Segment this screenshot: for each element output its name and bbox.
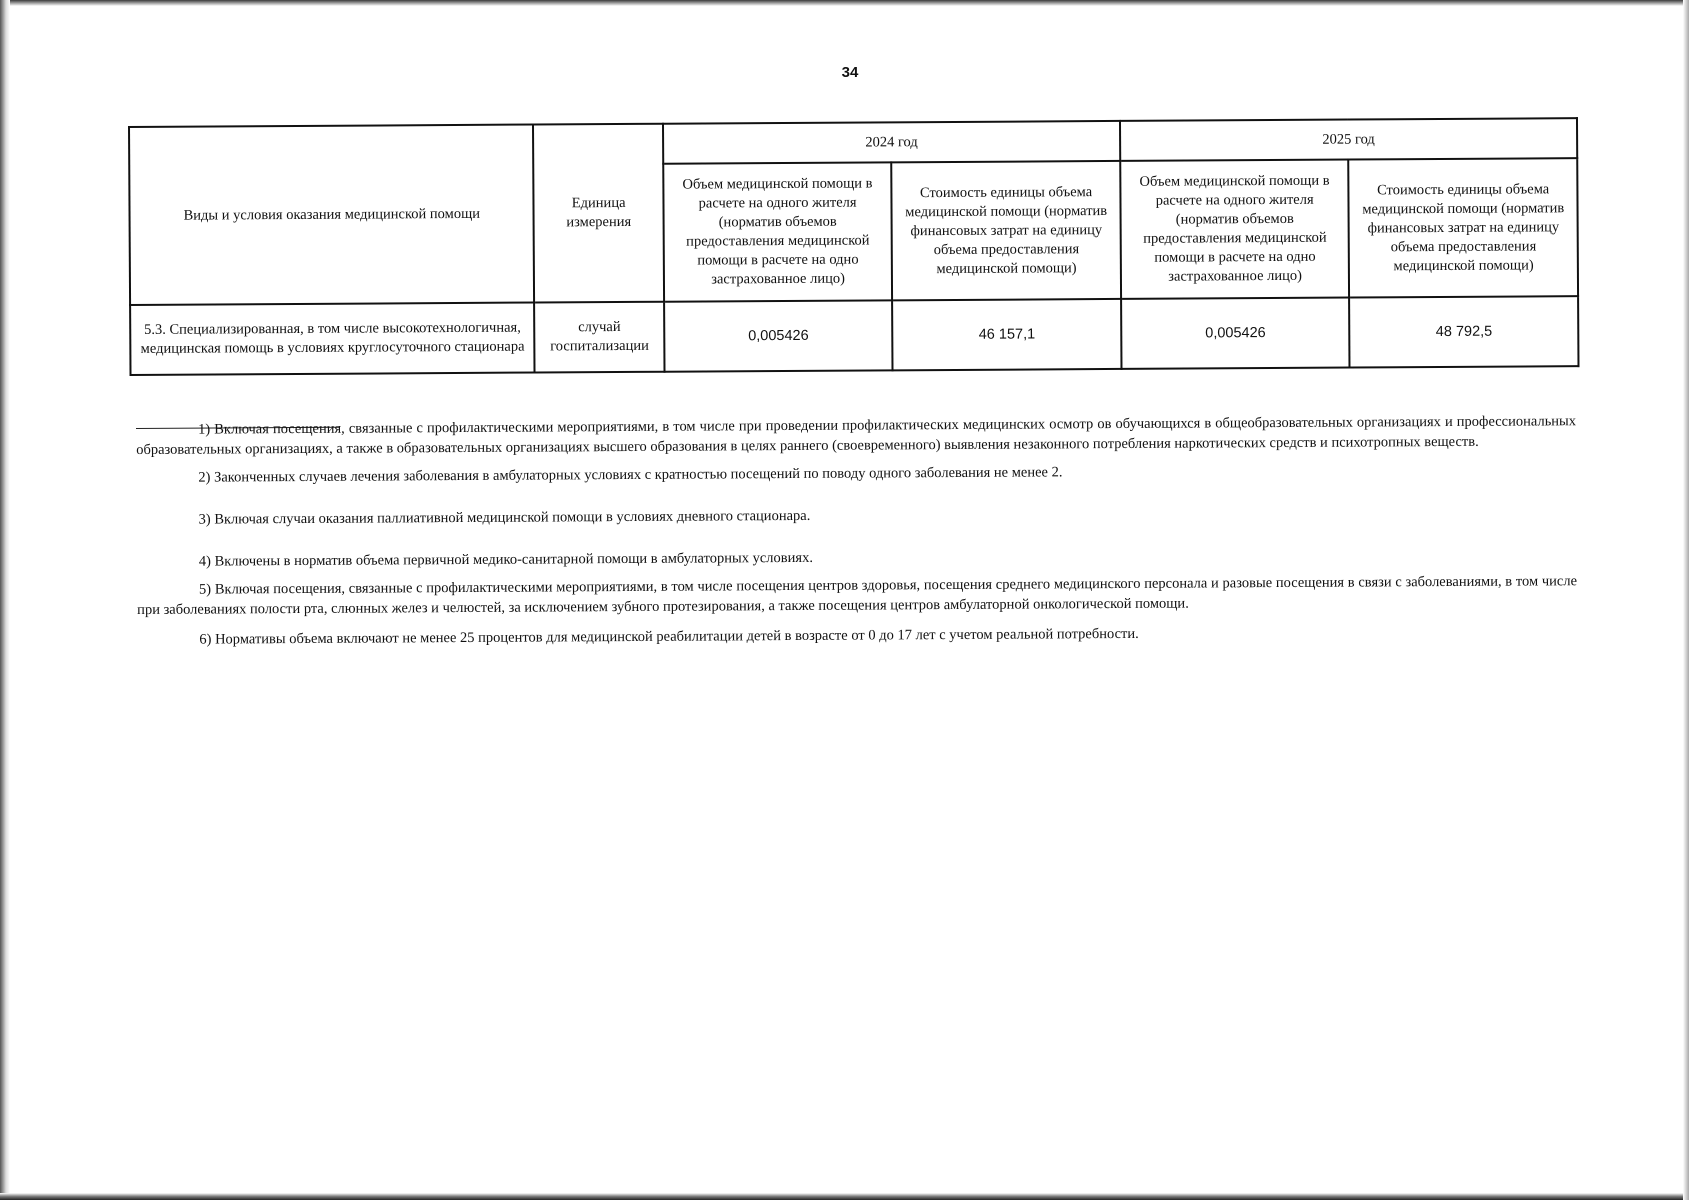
footnote-2: 2) Законченных случаев лечения заболевания в амбулаторных условиях с кратностью посещений по поводу одного заболевания не менее 2. (198, 464, 1063, 486)
scan-edge-left (0, 0, 10, 1200)
header-2025-cost: Стоимость единицы объема медицинской помощи (норматив финансовых затрат на единицу объема предоставления медицинской помощи) (1349, 158, 1578, 297)
header-unit: Единица измерения (533, 124, 664, 303)
footnote-3: 3) Включая случаи оказания паллиативной медицинской помощи в условиях дневного стационара. (198, 507, 811, 528)
footnotes (136, 411, 1577, 650)
scan-edge-bottom (0, 1193, 1689, 1200)
header-2024-cost: Стоимость единицы объема медицинской помощи (норматив финансовых затрат на единицу объема предоставления медицинской помощи) (892, 161, 1121, 300)
table-row (130, 296, 1578, 375)
footnote-4: 4) Включены в норматив объема первичной медико-санитарной помощи в амбулаторных условиях. (198, 549, 813, 570)
row-2024-cost-cell: 46 157,1 (892, 299, 1121, 370)
medical-care-norms-table (128, 117, 1580, 376)
header-kind: Виды и условия оказания медицинской помощи (129, 125, 535, 305)
row-2025-cost-cell: 48 792,5 (1350, 296, 1579, 367)
header-2025-volume: Объем медицинской помощи в расчете на одного жителя (норматив объемов предоставления медицинской помощи в расчете на одно застрахованное лицо) (1120, 160, 1349, 299)
header-2024-volume: Объем медицинской помощи в расчете на одного жителя (норматив объемов предоставления медицинской помощи в расчете на одно застрахованное лицо) (663, 162, 892, 301)
scan-edge-top (0, 0, 1689, 6)
footnote-6: 6) Нормативы объема включают не менее 25 процентов для медицинской реабилитации детей в возрасте от 0 до 17 лет с учетом реальной потребности. (199, 625, 1139, 648)
row-2024-volume-cell: 0,005426 (664, 300, 893, 371)
row-kind-cell: 5.3. Специализированная, в том числе высокотехнологичная, медицинская помощь в условиях круглосуточного стационара (130, 303, 535, 375)
footnote-1: 1) Включая посещения, связанные с профилактическими мероприятиями, в том числе при проведении профилактических медицинских осмотр ов обучающихся в общеобразовательных организациях и профессиональных образовательных организациях, а также в образовательных организациях высшего образования в целях раннего (своевременного) выявления незаконного потребления наркотических средств и психотропных веществ. (136, 413, 1577, 458)
header-year-2024: 2024 год (663, 121, 1120, 164)
page-number: 34 (841, 64, 859, 81)
row-unit-cell: случай госпитализации (535, 302, 665, 373)
row-2025-volume-cell: 0,005426 (1121, 298, 1350, 369)
scan-edge-right (1683, 0, 1689, 1200)
footnote-5: 5) Включая посещения, связанные с профилактическими мероприятиями, в том числе посещения центров здоровья, посещения среднего медицинского персонала и разовые посещения в связи с заболеваниями, в том числе при заболеваниях полости рта, слюнных желез и челюстей, за исключением зубного протезирования, а также посещения центров амбулаторной онкологической помощи. (137, 573, 1578, 618)
header-year-2025: 2025 год (1120, 118, 1577, 161)
